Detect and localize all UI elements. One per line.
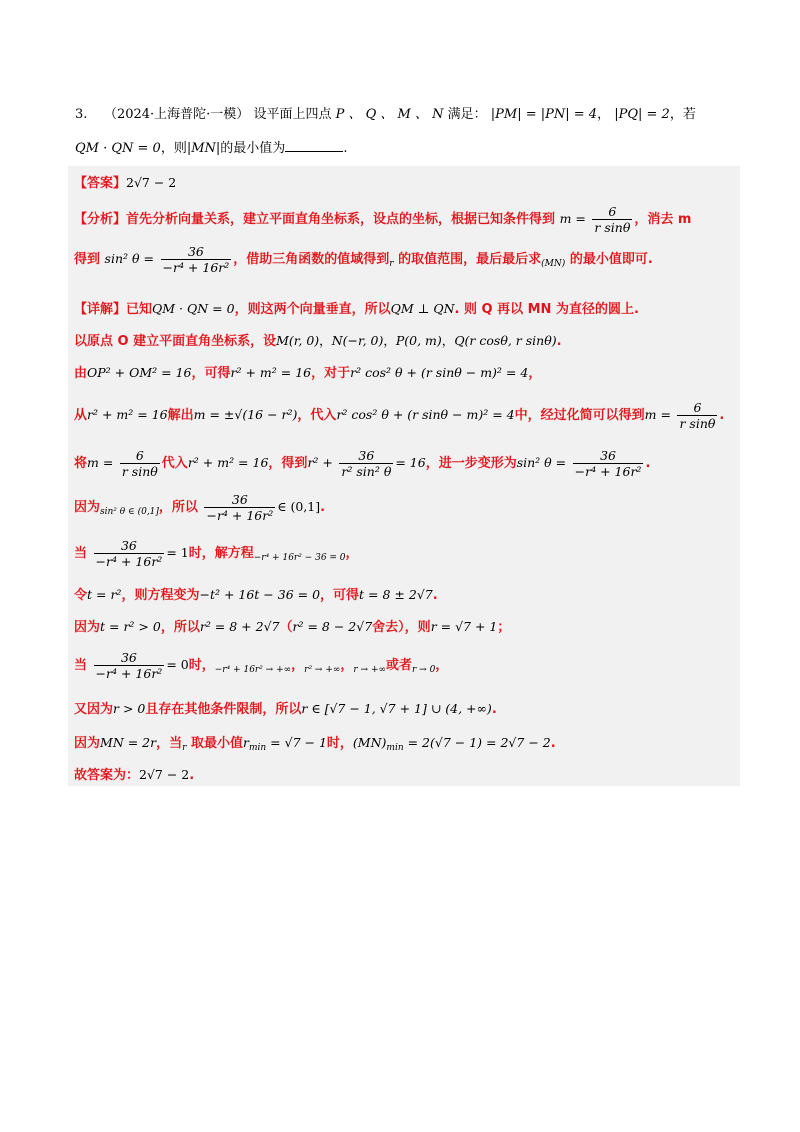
detail-text: 或者 (386, 658, 413, 673)
detail-text: ， (528, 366, 542, 381)
detail-row-3 (74, 362, 541, 381)
detail-text: ，可得 (320, 588, 360, 603)
detail-row-6 (74, 492, 325, 523)
formula: sin² θ ∈ (0,1] (100, 507, 159, 517)
detail-row-7 (74, 538, 359, 569)
detail-row-8 (74, 584, 438, 603)
detail-text: 时， (326, 736, 353, 751)
analysis-text: 的取值范围，最后最后求 (398, 252, 542, 267)
detail-row-13 (74, 764, 194, 783)
question-text: 的最小值为 (220, 141, 286, 156)
detail-text: 因为 (74, 500, 101, 515)
detail-text: 因为 (74, 736, 101, 751)
detail-row-5 (74, 448, 650, 479)
analysis-text: ，借助三角函数的值域得到 (233, 252, 390, 267)
question-line-2 (75, 132, 735, 166)
formula: r → 0 (412, 665, 436, 675)
denominator: −r⁴ + 16r² (95, 666, 163, 681)
formula: Q(r cosθ, r sinθ) (454, 333, 557, 348)
detail-text: 中，经过化简可以得到 (514, 408, 645, 423)
numerator: 36 (161, 244, 232, 260)
answer-value: 2√7 − 2 (126, 175, 177, 190)
denominator: r sinθ (594, 220, 631, 235)
detail-text: 且存在其他条件限制，所以 (145, 702, 302, 717)
detail-row-12 (74, 732, 556, 753)
detail-text: ，得到 (268, 456, 308, 471)
detail-text: 当 (74, 546, 88, 561)
denominator: r sinθ (121, 464, 158, 479)
numerator: 36 (94, 538, 165, 554)
denominator: −r⁴ + 16r² (574, 464, 642, 479)
detail-text: ，则方程变为 (121, 588, 200, 603)
formula: r² + m² = 16 (230, 365, 312, 380)
numerator: 36 (339, 448, 393, 464)
detail-text: ； (497, 620, 511, 635)
formula: = 16 (395, 455, 426, 470)
numerator: 6 (677, 400, 717, 416)
formula: r² = 8 − 2√7 (292, 619, 373, 634)
question (75, 98, 735, 166)
detail-text: . (645, 456, 651, 471)
formula: M(r, 0) (276, 333, 320, 348)
detail-text: . (550, 736, 556, 751)
detail-text: 取最小值 (190, 736, 243, 751)
detail-text: 因为 (74, 620, 101, 635)
condition-3: QM · QN = 0 (75, 141, 161, 156)
detail-text: ， (291, 658, 305, 673)
denominator: −r⁴ + 16r² (206, 508, 274, 523)
question-text: ，则 (160, 141, 187, 156)
detail-text: 代入 (161, 456, 188, 471)
question-text: ，若 (669, 107, 696, 122)
formula-rest: = 2(√7 − 1) = 2√7 − 2 (403, 735, 551, 750)
separator: ， (441, 333, 455, 348)
detail-text: ， (340, 658, 354, 673)
formula: QM ⊥ QN (390, 301, 455, 316)
final-answer: 2√7 − 2 (139, 767, 190, 782)
question-text: 设平面上四点 (253, 107, 332, 122)
question-target: |MN| (186, 141, 221, 156)
detail-text: ，则这两个向量垂直，所以 (234, 302, 391, 317)
formula: r² + m² = 16 (87, 407, 168, 422)
analysis-label: 【分析】 (74, 212, 127, 227)
denominator: −r⁴ + 16r² (95, 554, 163, 569)
formula: QM · QN = 0 (152, 301, 235, 316)
subscript: min (386, 743, 404, 753)
detail-text: 故答案为： (74, 768, 140, 783)
detail-text: 当 (74, 658, 88, 673)
answer-row (74, 172, 176, 191)
formula: m = (87, 455, 114, 470)
answer-label: 【答案】 (74, 176, 127, 191)
formula: ∈ (0,1] (277, 499, 321, 514)
formula: −r⁴ + 16r² − 36 = 0 (253, 553, 346, 563)
formula: MN = 2r (100, 735, 157, 750)
formula: m = (644, 407, 671, 422)
detail-label: 【详解】 (74, 302, 127, 317)
analysis-text: 的最小值即可. (569, 252, 653, 267)
formula: m = (559, 211, 586, 226)
fraction (94, 650, 165, 681)
fraction (592, 204, 632, 235)
detail-text: . (320, 500, 326, 515)
analysis-text: ，消去 m (634, 212, 692, 227)
formula: (MN) (541, 259, 566, 269)
formula-base: r (242, 735, 249, 750)
question-line-1: 3. （2024·上海普陀·一模） 设平面上四点 P 、 Q 、 M 、 N 满足： |PM| = |PN| = 4， |PQ| = 2，若 (75, 107, 696, 122)
formula-rest: = √7 − 1 (266, 735, 327, 750)
detail-text: ，所以 (158, 500, 198, 515)
condition-2: |PQ| = 2 (614, 107, 670, 122)
detail-text: 时， (188, 658, 215, 673)
formula: r² cos² θ + (r sinθ − m)² = 4 (350, 365, 529, 380)
detail-text: . (432, 588, 438, 603)
formula: N(−r, 0) (331, 333, 384, 348)
detail-row-1 (74, 298, 639, 317)
numerator: 6 (592, 204, 632, 220)
formula: t = 8 ± 2√7 (359, 587, 433, 602)
denominator: −r⁴ + 16r² (162, 260, 230, 275)
denominator: r sinθ (679, 416, 716, 431)
formula: OP² + OM² = 16 (87, 365, 192, 380)
question-number: 3. (75, 107, 88, 122)
fraction (94, 538, 165, 569)
detail-text: . (491, 702, 497, 717)
formula: r (182, 743, 187, 753)
detail-text: 舍去），则 (372, 620, 431, 635)
analysis-row-1 (74, 204, 691, 235)
formula: r² cos² θ + (r sinθ − m)² = 4 (336, 407, 515, 422)
numerator: 6 (120, 448, 160, 464)
formula: r² + (307, 455, 333, 470)
detail-row-10 (74, 650, 448, 681)
detail-text: . (556, 334, 562, 349)
formula (352, 735, 551, 753)
detail-row-4 (74, 400, 724, 431)
analysis-text: 得到 (74, 252, 101, 267)
answer-blank (285, 137, 343, 152)
fraction (339, 448, 393, 479)
detail-row-11 (74, 698, 497, 717)
solution-panel (68, 166, 740, 786)
formula: = 1 (166, 545, 189, 560)
detail-text: 以原点 O 建立平面直角坐标系，设 (74, 334, 277, 349)
analysis-row-2 (74, 244, 653, 275)
formula: = 0 (166, 657, 189, 672)
numerator: 36 (94, 650, 165, 666)
separator: ， (319, 333, 332, 348)
formula-base: (MN) (352, 735, 387, 750)
detail-text: 令 (74, 588, 88, 603)
detail-text: 从 (74, 408, 88, 423)
formula: m = ±√(16 − r²) (193, 407, 298, 422)
separator: ， (383, 333, 396, 348)
fraction (120, 448, 160, 479)
formula: r > 0 (113, 701, 146, 716)
denominator: r² sin² θ (341, 464, 392, 479)
detail-text: ， (435, 658, 449, 673)
formula: sin² θ = (516, 455, 567, 470)
formula: r² + m² = 16 (187, 455, 269, 470)
detail-text: ，当 (156, 736, 183, 751)
detail-row-2 (74, 330, 562, 349)
detail-text: （ (279, 620, 293, 635)
subscript: min (248, 743, 267, 753)
formula: r = √7 + 1 (430, 619, 498, 634)
question-text: . (343, 141, 348, 156)
numerator: 36 (204, 492, 275, 508)
formula: r (389, 259, 394, 269)
detail-text: 解出 (167, 408, 194, 423)
detail-text: ，进一步变形为 (425, 456, 517, 471)
question-source: （2024·上海普陀·一模） (103, 107, 250, 122)
detail-row-9 (74, 616, 510, 635)
detail-text: 由 (74, 366, 88, 381)
detail-text: 时，解方程 (188, 546, 254, 561)
detail-text: 将 (74, 456, 88, 471)
formula: P(0, m) (395, 333, 442, 348)
formula (242, 735, 327, 753)
numerator: 36 (573, 448, 644, 464)
analysis-text: 首先分析向量关系，建立平面直角坐标系，设点的坐标，根据已知条件得到 (126, 212, 556, 227)
formula: t = r² > 0 (100, 619, 161, 634)
detail-text: 又因为 (74, 702, 114, 717)
formula: sin² θ = (104, 251, 154, 266)
formula: −t² + 16t − 36 = 0 (199, 587, 321, 602)
detail-text: ，可得 (191, 366, 231, 381)
detail-text: 已知 (126, 302, 153, 317)
fraction (573, 448, 644, 479)
question-points: P 、 Q 、 M 、 N (335, 107, 444, 122)
detail-text: . (719, 408, 725, 423)
fraction (677, 400, 717, 431)
detail-text: . 则 Q 再以 MN 为直径的圆上. (454, 302, 639, 317)
formula: r → +∞ (353, 665, 386, 675)
detail-text: ， (345, 546, 359, 561)
detail-text: ，对于 (311, 366, 351, 381)
formula: −r⁴ + 16r² → +∞ (214, 665, 292, 675)
detail-text: . (189, 768, 195, 783)
question-text: 满足： (447, 107, 487, 122)
condition-1: |PM| = |PN| = 4 (490, 107, 598, 122)
fraction (204, 492, 275, 523)
formula: r² = 8 + 2√7 (199, 619, 280, 634)
formula: r ∈ [√7 − 1, √7 + 1] ∪ (4, +∞) (301, 701, 492, 716)
fraction (161, 244, 232, 275)
detail-text: ，所以 (160, 620, 200, 635)
formula: t = r² (87, 587, 122, 602)
detail-text: ，代入 (297, 408, 337, 423)
formula: r² → +∞ (304, 665, 341, 675)
